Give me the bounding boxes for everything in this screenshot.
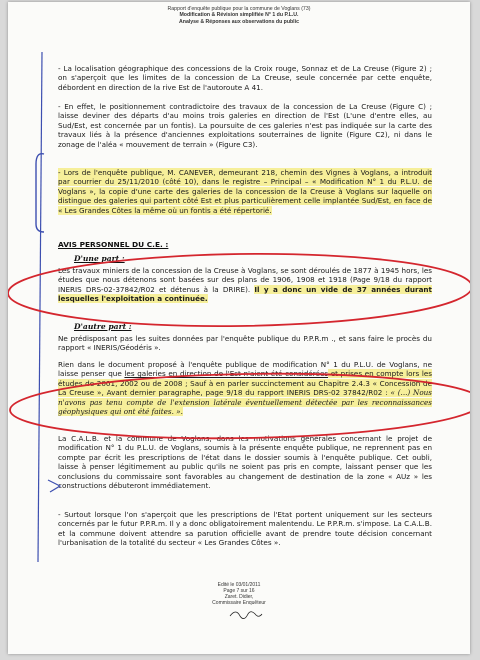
- paragraph-positionnement: - En effet, le positionnement contradictoire des travaux de la concession de La Creuse (Figure C) ; laisse deviner des départs d'au moins trois galeries en direction de l'Est (L'une d'entre elles, au Sud/Est, est concernée par un fontis). La poursuite de ces galeries n'est pas indiquée sur la carte des travaux liés à la présence d'anciennes exploitations souterraines de lignite (Figure C2), ni dans le zonage de l'aléa « mouvement de terrain » (Figure C3).: [58, 102, 432, 149]
- footer-page-number: Page 7 sur 16: [223, 588, 255, 594]
- left-margin-line-icon: [38, 52, 42, 562]
- document-page: [8, 2, 470, 654]
- document-text-c: et prises en compte lors les études de 2001, 2002 ou de 2008 ; Sauf à en parler succinctement au Chapitre 2.4.3 « Concession de La Creuse », Avant dernier paragraphe, page 9/18 du rapport INERIS DRS-02 37842/R02 :: [58, 369, 432, 398]
- ineris-quote: « (...) Nous n'avons pas tenu compte de l'extension latérale éventuellement détectée par les reconnaissances géophysiques qui ont été faites. ».: [58, 388, 432, 417]
- footer-author: Zaret. Didier,: [224, 594, 254, 600]
- footer-date: Edité le 03/01/2011: [217, 582, 261, 588]
- header-line-3: Analyse & Réponses aux observations du public: [179, 18, 299, 25]
- paragraph-ppr: Ne prédisposant pas les suites données par l'enquête publique du P.P.R.m ., et sans faire le procès du rapport « INERIS/Géodéris ».: [58, 334, 432, 353]
- footer-role: Commissaire Enquêteur: [212, 600, 266, 606]
- blue-arrow-icon: [48, 480, 60, 492]
- paragraph-prescriptions: - Surtout lorsque l'on s'aperçoit que les prescriptions de l'Etat portent uniquement sur les secteurs concernés par le futur P.P.R.m. Il y a donc obligatoirement malentendu. Le P.P.R.m. s'impose. La C.A.L.B. et la commune doivent attendre sa parution officielle avant de prendre toute décision concernant l'urbanisation de la totalité du secteur « Les Grandes Côtes ».: [58, 510, 432, 548]
- highlighted-vide-text: Il y a donc un vide de 37 années durant lesquelles l'exploitation a continuée.: [58, 284, 432, 304]
- paragraph-calb: La C.A.L.B. et la commune de Voglans, dans les motivations générales concernant le projet de modification N° 1 du P.L.U. de Voglans, soumis à la présente enquête publique, ne reprennent pas en compte par écrit les prescriptions de l'état dans le dossier soumis à l'enquête publique. Cet oubli, laisse à penser légitimement au public qu'ils ne soient pas pris en compte, laissant penser que les conclusions du commissaire sont favorables au changement de destination de la zone « AUz » les constructions débuteront immédiatement.: [58, 434, 432, 491]
- header-line-1: Rapport d'enquête publique pour la commune de Voglans (73): [167, 6, 311, 12]
- red-circle-dune-part-icon: [8, 251, 470, 329]
- blue-bracket-icon: [36, 154, 44, 232]
- hand-annotations: [8, 2, 470, 654]
- subheading-dune-part: D'une part :: [74, 254, 125, 263]
- underlined-galeries-text: les galeries en direction de l'Est n'aient été considérées: [124, 369, 329, 379]
- red-circle-ineris-quote-icon: [9, 370, 470, 442]
- travaux-text: Les travaux miniers de la concession de la Creuse à Voglans, se sont déroulés de 1877 à 1945 hors, les études que nous détenons sont basées sur des plans de 1906, 1908 et 1918 (Page 9/18 du rapport INERIS DRS-02-37842/R02 et détenus à la DRIRE).: [58, 266, 432, 294]
- subheading-dautre-part: D'autre part :: [74, 322, 132, 331]
- document-text-a: Rien dans le document proposé à l'enquête publique de modification N° 1 du P.L.U. de Voglans, ne laisse penser que: [58, 360, 432, 379]
- header-line-2: Modification & Révision simplifiée N° 1 du P.L.U.: [179, 12, 299, 19]
- section-title: AVIS PERSONNEL DU C.E. :: [58, 240, 169, 249]
- highlighted-canever-text: - Lors de l'enquête publique, M. CANEVER, demeurant 218, chemin des Vignes à Voglans, a introduit par courrier du 25/11/2010 (côté 10), dans le registre – Principal – « Modification N° 1 du P.L.U. de Voglans », la copie d'une carte des galeries de la concession de la Creuse à Voglans sur laquelle on distingue des galeries qui partent côté Est et plus particulièrement celle implantée Sud/Est, en face de « Les Grandes Côtes la même où un fontis a été répertorié.: [58, 168, 432, 215]
- paragraph-localisation: - La localisation géographique des concessions de la Croix rouge, Sonnaz et de La Creuse (Figure 2) ; on s'aperçoit que les limites de la concession de La Creuse, seule concernée par cette enquête, débordent en direction de la rive Est de l'autoroute A 41.: [58, 64, 432, 92]
